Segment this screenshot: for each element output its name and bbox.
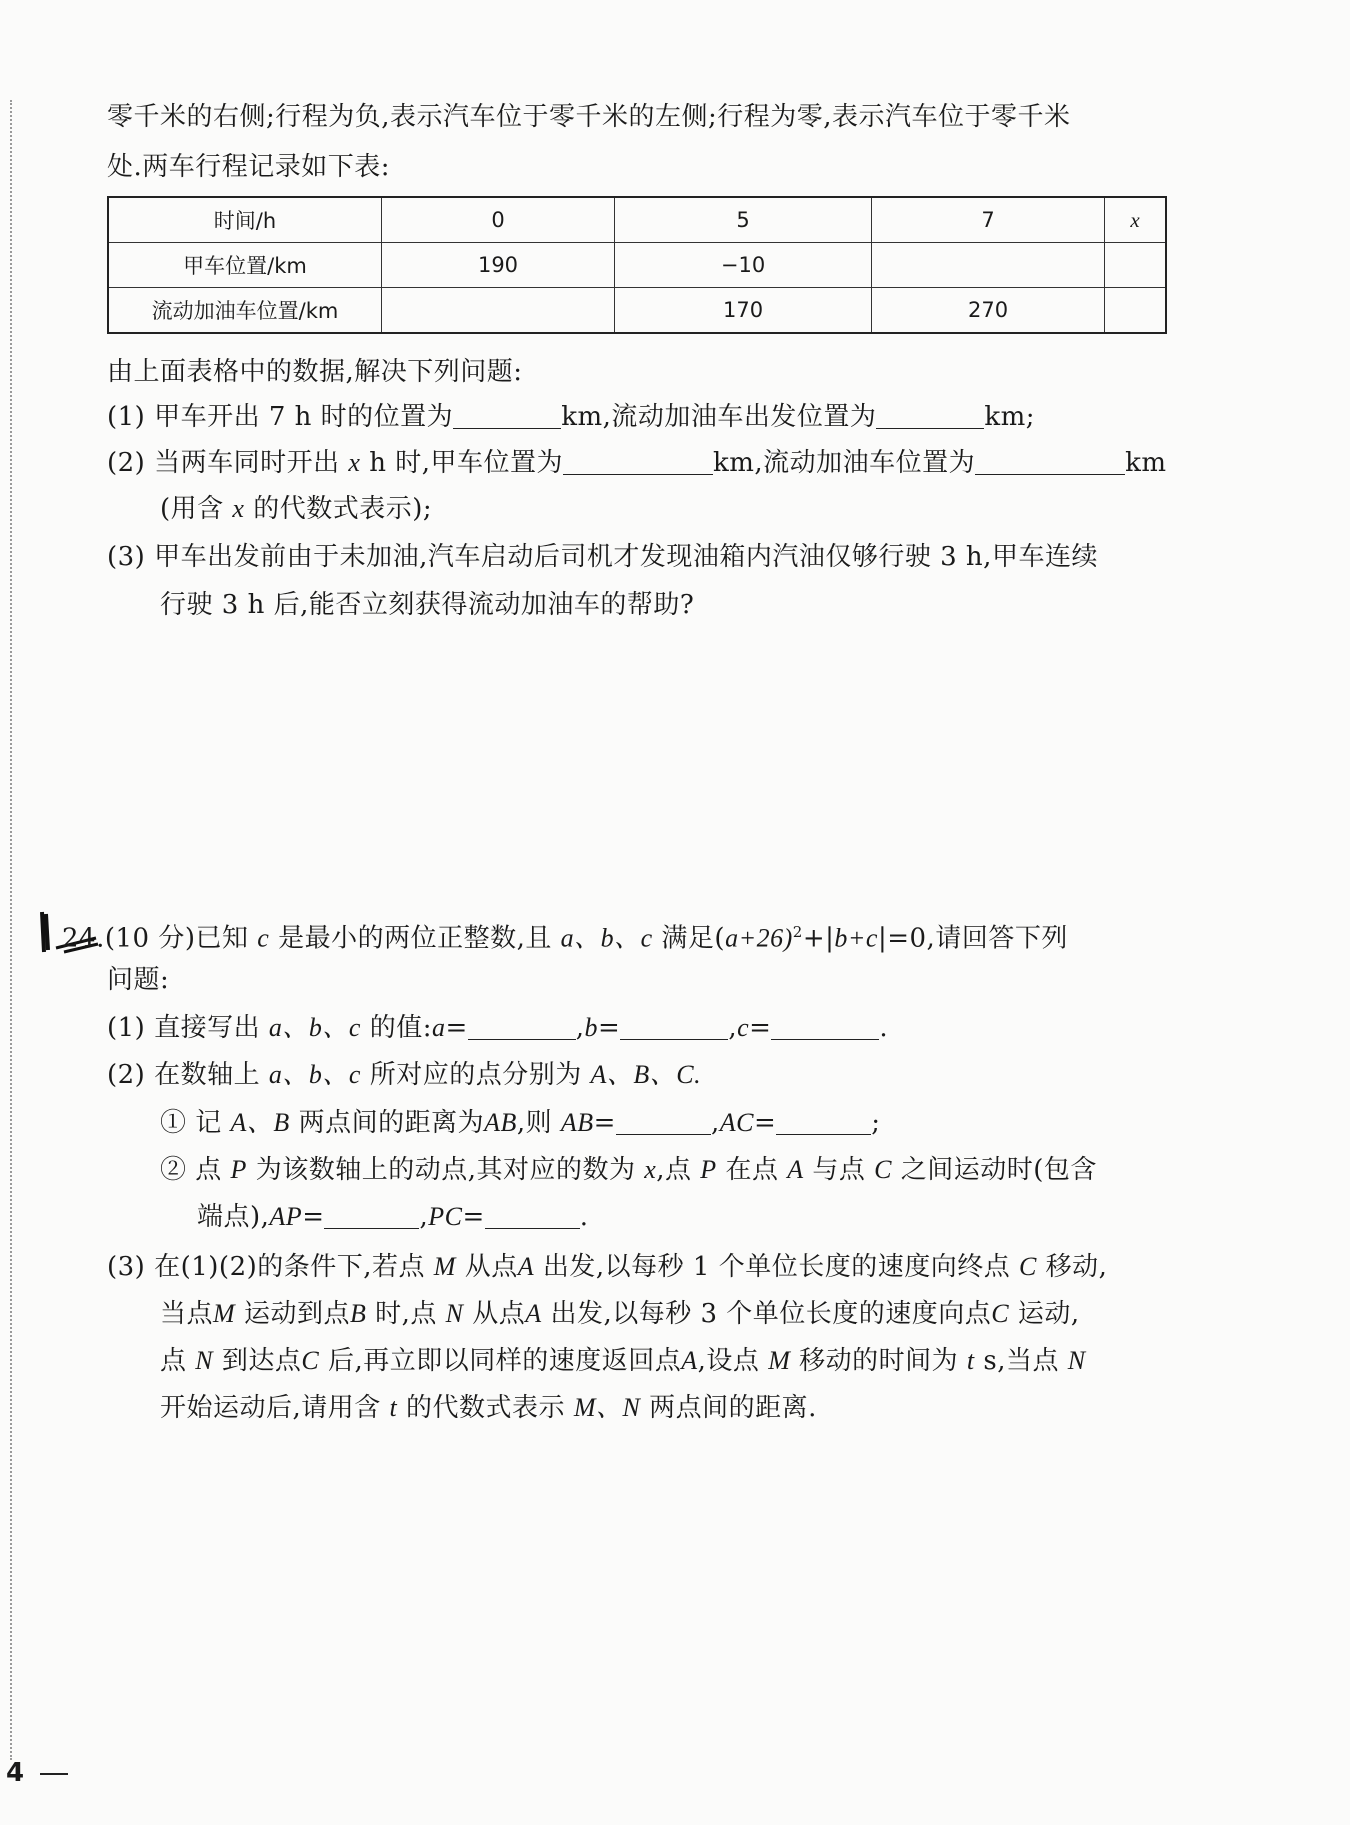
page-number: 4 — [6, 1758, 25, 1788]
answer-blank[interactable] — [563, 448, 713, 475]
variable-x: x — [232, 494, 245, 523]
intro-line-1: 零千米的右侧;行程为负,表示汽车位于零千米的左侧;行程为零,表示汽车位于零千米 — [107, 102, 1071, 132]
q24-text: 出发,以每秒 1 个单位长度的速度向终点 — [542, 1252, 1011, 1282]
segment-pc: PC — [428, 1202, 463, 1231]
point-n: N — [195, 1346, 214, 1375]
points-ab: A、B — [230, 1108, 290, 1137]
binding-margin-dotted-line — [10, 100, 12, 1760]
q23-p1-text: km; — [984, 402, 1036, 432]
equals: = — [462, 1202, 485, 1232]
q24-text: s,当点 — [983, 1346, 1060, 1376]
q24-text: 运动到点 — [243, 1299, 350, 1329]
table-cell: 270 — [872, 288, 1105, 334]
answer-blank[interactable] — [468, 1013, 576, 1040]
q24-text: 开始运动后,请用含 — [160, 1393, 381, 1423]
variable-x: x — [644, 1155, 657, 1184]
q24-text: 两点间的距离为 — [298, 1108, 485, 1138]
q24-text: 在点 — [725, 1155, 779, 1185]
segment-ab: AB — [560, 1108, 594, 1137]
exponent: 2 — [792, 923, 803, 941]
footer-rule — [40, 1773, 68, 1775]
q24-text: 端点), — [197, 1202, 270, 1232]
comma: , — [575, 1013, 585, 1043]
point-p: P — [230, 1155, 247, 1184]
q24-text: 从点 — [464, 1252, 518, 1282]
equals: = — [749, 1013, 772, 1043]
variable-b: b — [584, 1013, 599, 1042]
point-a: A — [681, 1346, 698, 1375]
table-header-row — [108, 197, 1166, 243]
q23-part-2-cont — [160, 492, 432, 526]
q24-text: 点 — [160, 1346, 187, 1376]
variable-c: c — [737, 1013, 750, 1042]
q24-part-2-sub-1 — [160, 1106, 881, 1140]
q24-text: 到达点 — [221, 1346, 302, 1376]
q23-part-1 — [107, 400, 1035, 434]
q24-text: 是最小的两位正整数,且 — [278, 923, 552, 954]
question-number: 24. — [62, 923, 105, 954]
q24-text: 移动的时间为 — [799, 1346, 959, 1376]
variable-t: t — [389, 1393, 398, 1422]
table-cell: 0 — [382, 197, 615, 243]
variables-abc: a、b、c — [560, 923, 653, 953]
q24-part-3-line-3 — [160, 1344, 1086, 1378]
table-cell: 190 — [382, 243, 615, 288]
comma: , — [728, 1013, 738, 1043]
variable-a: a — [431, 1013, 446, 1042]
q24-text: 从点 — [472, 1299, 526, 1329]
segment-ap: AP — [269, 1202, 303, 1231]
intro-line-2: 处.两车行程记录如下表: — [107, 152, 391, 182]
point-b: B — [349, 1299, 367, 1328]
q24-part-2-sub-2-cont — [197, 1200, 589, 1234]
q23-p2-text: km,流动加油车位置为 — [712, 448, 976, 478]
expression: a+26) — [725, 923, 793, 953]
q24-text: ,则 — [516, 1108, 553, 1138]
point-a: A — [517, 1252, 535, 1281]
q23-p2-text: (2) 当两车同时开出 — [107, 448, 340, 478]
q24-text: ② 点 — [160, 1155, 222, 1185]
table-cell: 170 — [615, 288, 872, 334]
q24-part-2-sub-2 — [160, 1153, 1097, 1187]
comma: , — [419, 1202, 429, 1232]
q24-text: 满足( — [661, 923, 726, 954]
point-n: N — [1067, 1346, 1086, 1375]
point-a: A — [787, 1155, 804, 1184]
table-cell: 流动加油车位置/km — [108, 288, 382, 334]
semicolon: ; — [871, 1108, 881, 1138]
q24-text: 运动, — [1017, 1299, 1080, 1329]
answer-blank[interactable] — [616, 1108, 711, 1135]
q24-part-3-line-1 — [107, 1250, 1107, 1284]
q24-text: 后,再立即以同样的速度返回点 — [328, 1346, 682, 1376]
expression: b+c — [834, 923, 878, 953]
equals: = — [302, 1202, 325, 1232]
table-row — [108, 288, 1166, 334]
equals: = — [753, 1108, 777, 1138]
table-cell — [382, 288, 615, 334]
point-c: C — [991, 1299, 1010, 1328]
point-a: A — [525, 1299, 542, 1328]
q24-text: |=0,请回答下列 — [877, 923, 1068, 954]
q24-text: 出发,以每秒 3 个单位长度的速度向点 — [550, 1299, 992, 1329]
q23-p2-text: h 时,甲车位置为 — [369, 448, 563, 478]
answer-blank[interactable] — [453, 402, 561, 429]
point-m: M — [213, 1299, 236, 1328]
table-row — [108, 243, 1166, 288]
q24-text: ,设点 — [697, 1346, 760, 1376]
q23-p1-text: km,流动加油车出发位置为 — [561, 402, 877, 432]
point-m: M — [768, 1346, 791, 1375]
point-p: P — [700, 1155, 717, 1184]
q23-p2-text: (用含 — [160, 494, 224, 524]
table-cell: −10 — [615, 243, 872, 288]
equals: = — [593, 1108, 616, 1138]
segment-ab: AB — [484, 1108, 517, 1137]
point-c: C — [874, 1155, 893, 1184]
variable-c: c — [257, 923, 270, 953]
variables-abc: a、b、c — [268, 1060, 361, 1089]
q23-p2-text: 的代数式表示); — [253, 494, 433, 524]
table-cell — [872, 243, 1105, 288]
variable-x: x — [348, 448, 361, 477]
answer-blank[interactable] — [876, 402, 984, 429]
table-cell: x — [1105, 197, 1166, 243]
table-cell: 时间/h — [108, 197, 382, 243]
variable-t: t — [966, 1346, 975, 1375]
q24-stem — [62, 915, 1068, 956]
point-c: C — [1019, 1252, 1037, 1281]
q24-text: 为该数轴上的动点,其对应的数为 — [255, 1155, 636, 1185]
answer-blank[interactable] — [620, 1013, 728, 1040]
q24-text: 的值: — [369, 1013, 432, 1043]
point-c: C — [301, 1346, 320, 1375]
equals: = — [598, 1013, 621, 1043]
points-mn: M、N — [573, 1393, 641, 1422]
equals: = — [445, 1013, 468, 1043]
answer-blank[interactable] — [485, 1202, 580, 1229]
answer-blank[interactable] — [975, 448, 1125, 475]
q24-text: +| — [802, 923, 835, 954]
q24-text: 之间运动时(包含 — [900, 1155, 1097, 1185]
q23-part-2 — [107, 446, 1167, 480]
q24-part-1 — [107, 1011, 888, 1045]
q24-text: (1) 直接写出 — [107, 1013, 261, 1043]
q24-text: (2) 在数轴上 — [107, 1060, 261, 1090]
q24-text: 的代数式表示 — [406, 1393, 566, 1423]
q24-part-3-line-2 — [160, 1297, 1080, 1331]
q24-text: 时,点 — [375, 1299, 437, 1329]
comma: , — [710, 1108, 720, 1138]
q24-stem-cont: 问题: — [107, 965, 170, 995]
point-m: M — [433, 1252, 456, 1281]
q24-text: 当点 — [160, 1299, 214, 1329]
table-cell: 7 — [872, 197, 1105, 243]
q24-text: 与点 — [812, 1155, 866, 1185]
answer-blank[interactable] — [776, 1108, 871, 1135]
q24-text: (10 分)已知 — [104, 923, 249, 954]
point-n: N — [445, 1299, 464, 1328]
table-cell: 甲车位置/km — [108, 243, 382, 288]
table-cell — [1105, 288, 1166, 334]
q24-text: ,点 — [656, 1155, 692, 1185]
q24-part-3-line-4 — [160, 1391, 817, 1425]
variables-abc: a、b、c — [268, 1013, 361, 1042]
q24-text: 移动, — [1045, 1252, 1108, 1282]
table-cell — [1105, 243, 1166, 288]
period: . — [879, 1013, 889, 1043]
q24-text: (3) 在(1)(2)的条件下,若点 — [107, 1252, 426, 1282]
q24-part-2 — [107, 1058, 701, 1092]
q24-text: 两点间的距离. — [649, 1393, 817, 1423]
segment-ac: AC — [719, 1108, 754, 1137]
q23-lead: 由上面表格中的数据,解决下列问题: — [107, 357, 523, 387]
period: . — [579, 1202, 589, 1232]
q24-text: 所对应的点分别为 — [369, 1060, 582, 1090]
table-cell: 5 — [615, 197, 872, 243]
trip-record-table — [107, 196, 1167, 334]
q24-text: ① 记 — [160, 1108, 222, 1138]
q23-part-3: (3) 甲车出发前由于未加油,汽车启动后司机才发现油箱内汽油仅够行驶 3 h,甲车连续 — [107, 542, 1098, 572]
answer-blank[interactable] — [771, 1013, 879, 1040]
points-abc: A、B、C. — [590, 1060, 702, 1089]
q23-p2-text: km — [1125, 448, 1167, 478]
q23-p1-text: (1) 甲车开出 7 h 时的位置为 — [107, 402, 454, 432]
answer-blank[interactable] — [324, 1202, 419, 1229]
q23-part-3-cont: 行驶 3 h 后,能否立刻获得流动加油车的帮助? — [160, 590, 695, 620]
